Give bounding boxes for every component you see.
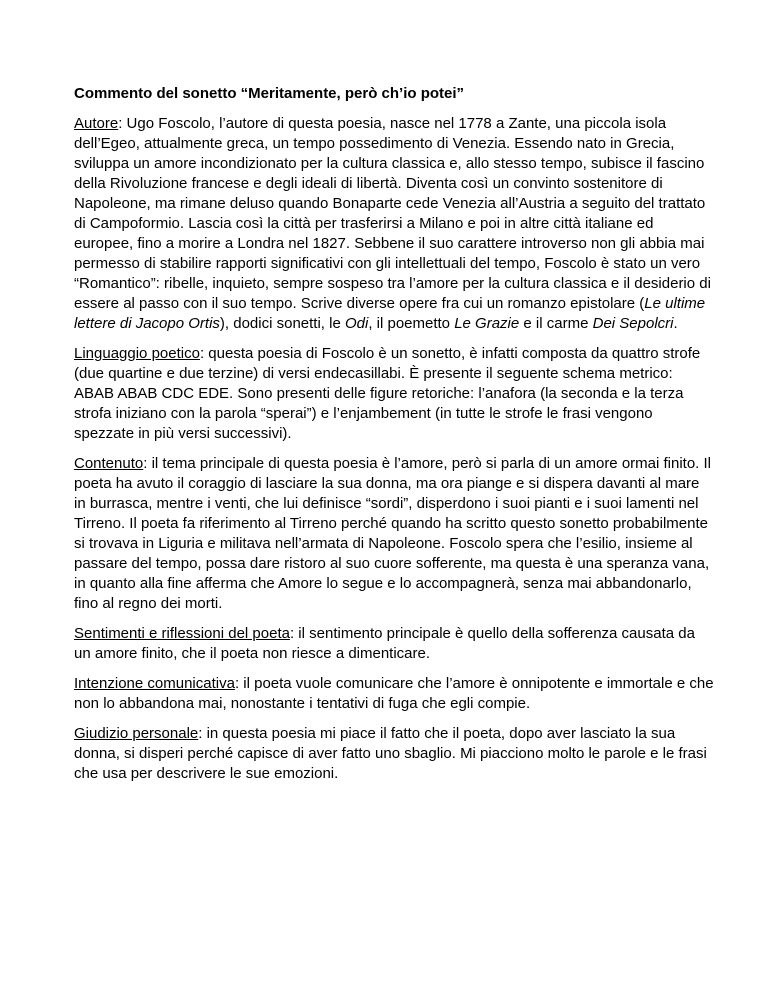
section-heading-sentimenti: Sentimenti e riflessioni del poeta (74, 625, 290, 642)
section-body-autore-5: . (673, 315, 678, 332)
section-body-autore-2: ), dodici sonetti, le (219, 315, 345, 332)
work-title-ortis: Le ultime lettere di Jacopo Ortis (74, 295, 706, 332)
section-contenuto (74, 454, 714, 614)
document-title: Commento del sonetto “Meritamente, però ch’io potei” (74, 85, 465, 102)
section-body-autore-1: : Ugo Foscolo, l’autore di questa poesia, nasce nel 1778 a Zante, una piccola isola dell’Egeo, attualmente greca, un tempo possedimento di Venezia. Essendo nato in Grecia, sviluppa un amore incondizionato per la cultura classica e, allo stesso tempo, subisce il fascino della Rivoluzione francese e degli ideali di libertà. Diventa così un convinto sostenitore di Napoleone, ma rimane deluso quando Bonaparte cede Venezia all’Austria a seguito del trattato di Campoformio. Lascia così la città per trasferirsi a Milano e poi in altre città italiane ed europee, fino a morire a Londra nel 1827. Sebbene il suo carattere introverso non gli abbia mai permesso di stabilire rapporti significativi con gli intellettuali del tempo, Foscolo è stato un vero “Romantico”: ribelle, inquieto, sempre sospeso tra l’amore per la cultura classica e il desiderio di essere al passo con il suo tempo. Scrive diverse opere fra cui un romanzo epistolare ( (74, 115, 711, 312)
document-page (74, 84, 714, 794)
section-heading-autore: Autore (74, 115, 119, 132)
section-autore (74, 114, 714, 334)
section-body-contenuto: : il tema principale di questa poesia è l’amore, però si parla di un amore ormai finito. Il poeta ha avuto il coraggio di lasciare la sua donna, ma ora piange e si dispera davanti al mare in burrasca, mentre i venti, che lui definisce “sordi”, disperdono i suoi pianti e i suoi lamenti nel Tirreno. Il poeta fa riferimento al Tirreno perché quando ha scritto questo sonetto probabilmente si trovava in Liguria e militava nell’armata di Napoleone. Foscolo spera che l’esilio, insieme al passare del tempo, possa dare ristoro al suo cuore sofferente, ma questa è una speranza vana, in quanto alla fine afferma che Amore lo segue e lo accompagnerà, senza mai abbandonarlo, fino al regno dei morti. (74, 455, 712, 612)
section-body-sentimenti: : il sentimento principale è quello della sofferenza causata da un amore finito, che il poeta non riesce a dimenticare. (74, 625, 695, 662)
section-body-intenzione-comunicativa: : il poeta vuole comunicare che l’amore è onnipotente e immortale e che non lo abbandona mai, nonostante i tentativi di fuga che egli compie. (74, 675, 714, 712)
work-title-odi: Odi (344, 315, 369, 332)
section-body-autore-3: , il poemetto (368, 315, 455, 332)
section-linguaggio-poetico (74, 344, 714, 444)
section-body-giudizio-personale: : in questa poesia mi piace il fatto che il poeta, dopo aver lasciato la sua donna, si disperi perché capisce di aver fatto uno sbaglio. Mi piacciono molto le parole e le frasi che usa per descrivere le sue emozioni. (74, 725, 707, 782)
section-giudizio-personale (74, 724, 714, 784)
section-body-autore-4: e il carme (519, 315, 593, 332)
section-heading-giudizio-personale: Giudizio personale (74, 725, 199, 742)
section-heading-linguaggio-poetico: Linguaggio poetico (74, 345, 200, 362)
section-intenzione-comunicativa (74, 674, 714, 714)
section-heading-intenzione-comunicativa: Intenzione comunicativa (74, 675, 235, 692)
section-body-linguaggio-poetico: : questa poesia di Foscolo è un sonetto, è infatti composta da quattro strofe (due quartine e due terzine) di versi endecasillabi. È presente il seguente schema metrico: ABAB ABAB CDC EDE. Sono presenti delle figure retoriche: l’anafora (la seconda e la terza strofa iniziano con la parola “sperai”) e l’enjambement (in tutte le strofe le frasi vengono spezzate in più versi successivi). (74, 345, 701, 442)
section-sentimenti (74, 624, 714, 664)
work-title-grazie: Le Grazie (454, 315, 520, 332)
work-title-sepolcri: Dei Sepolcri (592, 315, 674, 332)
section-heading-contenuto: Contenuto (74, 455, 144, 472)
